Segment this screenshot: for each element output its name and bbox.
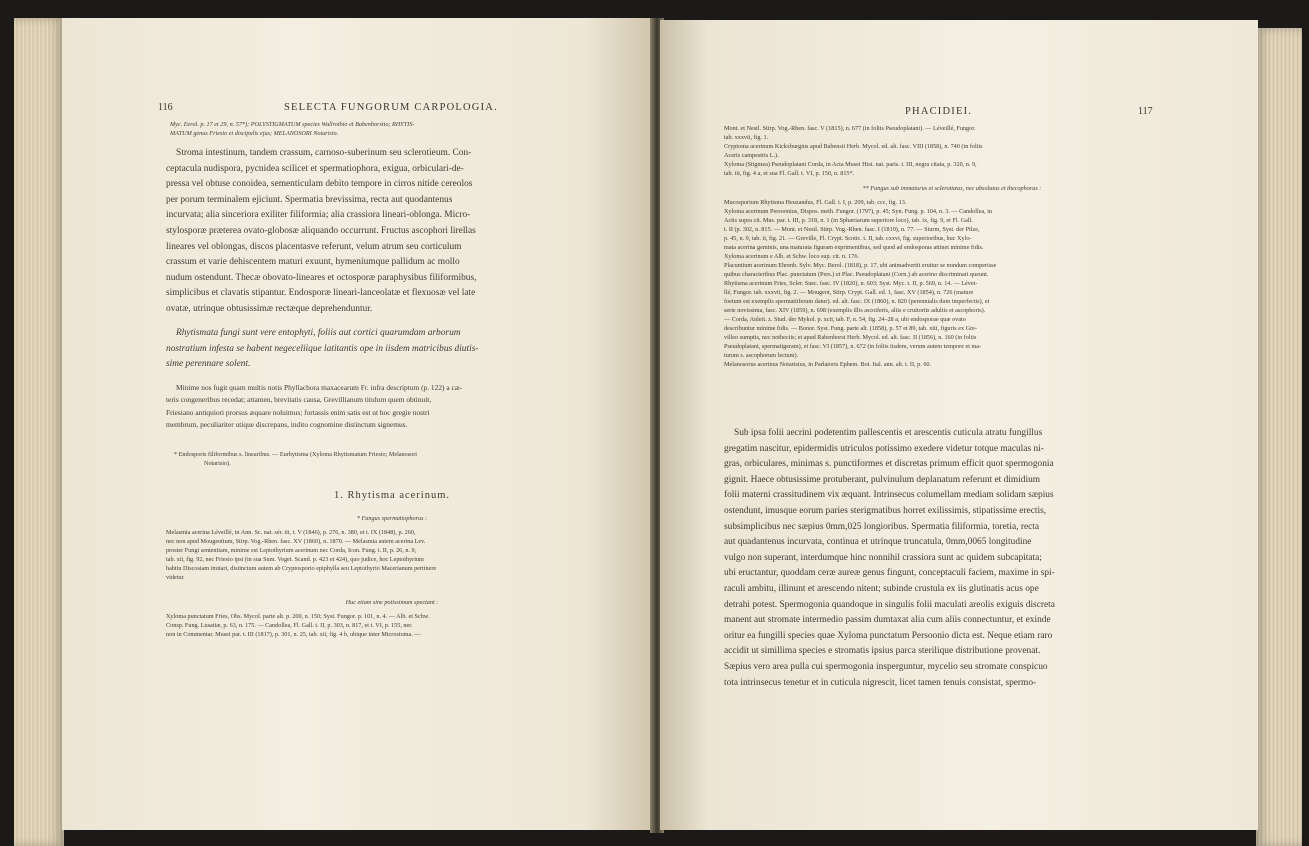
text-line: accidit ut simillima species e stromatis ipsius parca sterilique distributione provenat. xyxy=(724,646,1041,657)
reference-line: nec non apud Mougeotium, Stirp. Vog.-Rhen. fasc. XV (1860), n. 1870. — Melasmia autem acerina Lev. xyxy=(166,538,426,545)
reference-line: Xyloma punctatum Fries, Obs. Mycol. parte alt. p. 200, n. 150; Syst. Fungor. p. 101, n. 4. — Alb. et Schw. xyxy=(166,613,430,620)
page-number-left: 116 xyxy=(158,102,173,113)
reference-line: Aceris campestris L.). xyxy=(724,152,779,159)
text-line: membrum, peculiariter utique discrepans, indito cognomine distinctum signemus. xyxy=(166,420,408,430)
text-line: simplicibus et clavatis stipantur. Endosporæ lineari-lanceolatæ et flexuosæ vel late xyxy=(166,288,476,299)
references-2 xyxy=(166,612,618,639)
text-line: Minime nos fugit quam multis notis Phyllachora maxacearum Fr. infra descriptum (p. 122) a cæ- xyxy=(176,383,463,392)
text-line: nostratium infesta se habent negeceliique latitantis ope in iisdem matricibus diutis- xyxy=(166,343,479,354)
subheading xyxy=(166,514,618,523)
text-line: tota intrinsecus tenetur et in cuticula nigrescit, licet tamen tenuis consistat, spermo- xyxy=(724,677,1037,688)
reference-line: Mucosporium Rhytisma Heuzandus, Fl. Gall. t. I, p. 209, tab. ccc, fig. 13. xyxy=(724,199,907,206)
reference-line: llé, Fungor. tab. xxxvii, fig. 2. — Mougeot, Stirp. Crypt. Gall. ed. 1, fasc. XV (1854), n. 726 (mature xyxy=(724,289,974,296)
note-line: Myc. Eerol. p. 17 et 29, n. 57*); POLYSTIGMATUM species Wallrothio et Babenhorstio; RHYTIS- xyxy=(170,121,415,128)
text-line: Rhytismata fungi sunt vere entophyti, foliis aut cortici quarumdam arborum xyxy=(176,328,461,338)
top-notes xyxy=(170,120,620,138)
text-line: gras, orbiculares, minimas s. punctiformes et discretas primum efficit quot spermogonia xyxy=(724,459,1054,470)
reference-line: describuntur minime fidis. — Bonor. Syst. Fung. parte alt. (1858), p. 57 et 89, tab. xiii, figuris ex Gre- xyxy=(724,325,977,332)
text-line: crassum et varie dehiscentem maturi exuunt, hymeniumque pallidum ac mollo xyxy=(166,257,460,268)
footnote-line: Notarisio). xyxy=(204,460,231,467)
reference-line: Consp. Fung. Lusatiæ, p. 63, n. 175. — Candollea, Fl. Gall. t. II, p. 303, n. 817, et t. VI, p. 155, nec xyxy=(166,622,412,629)
footnote-line: * Endosporis filiformibus s. linearibus. — Eurhytisma (Xyloma Rhytismatum Friesio; Melanosori xyxy=(174,451,418,458)
left-page xyxy=(62,18,654,830)
text-line: incurvata; alia sinceriora exiliter filiformia; alia crassiora lineari-oblonga. Micro- xyxy=(166,210,471,221)
text-line: aut quadantenus incurvata, continua et utrinque truncatula, 0mm,0065 longitudine xyxy=(724,537,1032,548)
running-head-right: PHACIDIEI. xyxy=(905,106,973,117)
text-line: teris congeneribus recedat; attamen, brevitatis causa, Grevillianum titulum quem obtinuit, xyxy=(166,395,432,405)
reference-line: proster Fungi sententiam, minime est Leptothyrium acerinum nec Corda, Icon. Fung. t. II, p. 26, n. 9, xyxy=(166,547,417,554)
footnote xyxy=(166,450,618,468)
reference-line: Cryptoma acerinum Kickxburgius apud Babensii Herb. Mycol. ed. alt. fasc. VIII (1858), n. 740 (in foliis xyxy=(724,143,983,150)
text-line: gregatim nascitur, epidermidis utriculos potissimo exedere videtur totque maculas ni- xyxy=(724,443,1044,454)
reference-line: t. II (p. 302, n. 815. — Mont. et Nestl. Stirp. Vog.-Rhen. fasc. I (1810), n. 77. — Sturm, Syst. der Pilze, xyxy=(724,226,980,233)
open-book xyxy=(0,18,1309,846)
text-line: Sub ipsa folii aecrini podetentim pallescentis et arescentis cuticula atratu fungillus xyxy=(734,428,1043,438)
text-line: ostendunt, imusque eorum paries sterigmatibus horret exilissimis, stipatissime erectis, xyxy=(724,505,1047,516)
text-line: stylosporæ præterea ovato-globosæ aliquando occurrunt. Fructus ascophori lirellas xyxy=(166,225,476,236)
reference-line: Rhytisma acerinum Fries, Scler. Suec. fasc. IV (1820), n. 603; Syst. Myc. t. II, p. 569, n. 14. — Lévei- xyxy=(724,280,978,287)
note-line: MATUM genus Friesio et discipulis ejus; MELANOSORI Notarisio. xyxy=(170,130,339,137)
references-mid xyxy=(724,198,1180,369)
reference-line: Placuntium acerinum Ehrenb. Sylv. Myc. Berol. (1818), p. 17, ubi animadvertit eruitur se nondum comperisse xyxy=(724,262,997,269)
body-paragraph xyxy=(724,426,1182,691)
reference-line: villeo sumptis, nec notheciis; et apud Rabenhorst Herb. Mycol. ed. alt. fasc. II (1856), n. 160 (in foliis xyxy=(724,334,977,341)
habitat-paragraph xyxy=(166,326,618,373)
reference-line: Pseudoplatani, spermatigeram), et fasc. VI (1857), n. 672 (in foliis iisdem, verum autem tempore et ma- xyxy=(724,343,982,350)
right-page-edges xyxy=(1256,28,1302,846)
reference-line: foetum est exemplis spermatiiferum datur). ed. alt. fasc. IX (1860), n. 820 (perennialis dum imperfectis), et xyxy=(724,298,990,305)
reference-line: Actis supra cit. Mus. par. t. III, p. 318, n. 1 (in Sphæriarum superiore loco), tab. ix, fig. 9, et Fl. Gall. xyxy=(724,217,973,224)
reference-line: non in Commentar. Musei par. t. III (1817), p. 301, n. 25, tab. xii, fig. 4 b, ubique inter Microstoma. — xyxy=(166,631,421,638)
reference-line: tab. xxxvii, fig. 1. xyxy=(724,134,769,141)
subheading-right xyxy=(724,184,1180,193)
reference-line: tab. xii, fig. 92, nec Friesio ipsi (in sua Sum. Veget. Scand. p. 423 et 424), quo judice, hoc Leptothyrium xyxy=(166,556,424,563)
reference-line: Xyloma acerinum e Alb. et Schw. loco sup. cit. n. 176. xyxy=(724,253,860,260)
text-line: Friesiano antiquiori prorsus æquare noluimus; fortassis enim satis est ut hoc gregie nostri xyxy=(166,407,430,417)
references xyxy=(166,528,618,582)
text-line: per porum terminalem ejiciunt. Spermatia brevissima, recta aut quodantenus xyxy=(166,194,453,205)
reference-line: Xyloma acerinum Persoonius, Dispos. meth. Fungor. (1797), p. 45; Syn. Fung. p. 104, n. 3. — Candollea, in xyxy=(724,208,993,215)
reference-line: Melasmia acerina Léveillé, in Ann. Sc. nat. sér. iii, t. V (1846), p. 276, n. 380, et t. IX (1848), p. 260, xyxy=(166,529,416,536)
reference-line: Xyloma (Stigmea) Pseudoplatani Corda, in Acta Musei Hist. nat. paris. t. III, negra citata, p. 320, n. 9, xyxy=(724,161,977,168)
text-line: lineares vel oblongas, discos placentasve referunt, velum atrum seu corticulum xyxy=(166,241,462,252)
text-line: nudum ostendunt. Thecæ obovato-lineares et octosporæ paraphysibus filiformibus, xyxy=(166,272,477,283)
text-line: subsimplicibus nec sæpius 0mm,025 longioribus. Spermatia filiformia, toretia, recta xyxy=(724,521,1040,532)
text-line: vulgo non superant, interdumque hinc nonnihil crassiora sunt ac quidem subcapitata; xyxy=(724,552,1042,563)
reference-line: videtur. xyxy=(166,574,185,581)
text-line: raculi ambitu, illinunt et arescendo nitent; subinde crustula ex iis glutinatis acus ope xyxy=(724,583,1039,594)
text-line: ovatæ, utrinque obtusissimæ rectæque deprehenduntur. xyxy=(166,303,373,314)
text-line: gignit. Haece obtusissime protuberant, pulvinulum deplanatum referunt et dimidium xyxy=(724,474,1041,485)
reference-line: mata acerina geminis, una maturata figuram exprimentibus, sed quod ad endosporas attinet minime fidis. xyxy=(724,244,984,251)
page-number-right: 117 xyxy=(1138,106,1153,117)
reference-line: tab. iii, fig. 4 a, et sua Fl. Gall. t. VI, p. 150, n. 815*. xyxy=(724,170,855,177)
text-line: ubi eructantur, quoddam ceræ aureæ genus fingunt, conceptaculi faciem, maxime in spi- xyxy=(724,568,1055,579)
subheading-text: Huc etiam sine potissimum spectant : xyxy=(345,599,439,606)
text-line: Stroma intestinum, tandem crassum, carnoso-suberinum seu sclerotieum. Con- xyxy=(176,148,472,158)
text-line: pressa vel obtuse conoidea, sementiculam debito tempore in cirros nitide cereolos xyxy=(166,179,473,190)
reference-line: p. 45, n. 9, tab. ii, fig. 21. — Greville, Fl. Crypt. Scotic. t. II, tab. cxxvi, fig. superioribus, huc Xylo- xyxy=(724,235,972,242)
reference-line: Melanosorus acerinus Notarisius, in Parlatoris Ephem. Bot. Ital. ann. alt. t. II, p. 60. xyxy=(724,361,932,368)
text-line: manent aut stromate intermedio passim dumtaxat alia cum aliis connectuntur, et exinde xyxy=(724,615,1051,626)
reference-line: — Corda, Anleit. z. Stud. der Mykol. p. xcii, tab. F, n. 54, fig. 24–28 a, ubi endosporae quæ ovato xyxy=(724,316,966,323)
text-line: sime perennare solent. xyxy=(166,359,251,370)
section-title: 1. Rhytisma acerinum. xyxy=(333,490,451,501)
text-line: Sæpius vero area pulla cui spermogonia insperguntur, mycelio seu stromate conspicuo xyxy=(724,661,1048,672)
text-line: detrahi potest. Spermogonia quandoque in singulis folii maculati areolis exiguis discreta xyxy=(724,599,1055,610)
text-line: ceptacula nudispora, pycnidea scilicet et spermatiophora, exigua, orbiculari-de- xyxy=(166,163,464,174)
reference-line: serie novissima, fasc. XIV (1859), n. 698 (exemplis illis ascoiferis, aliis e cruitoriis adultis et ascophoris). xyxy=(724,307,986,314)
text-line: folii materni crassitudinem vix æquant. Intrinsecus columellam mediam solidam sæpius xyxy=(724,490,1054,501)
subheading-text: * Fungus spermatiophorus : xyxy=(356,515,428,522)
running-head-left: SELECTA FUNGORUM CARPOLOGIA. xyxy=(284,102,498,113)
text-line: oritur ea fungilli species quae Xyloma punctatum Persoonio dicta est. Neque etiam raro xyxy=(724,630,1053,641)
description-paragraph xyxy=(166,146,618,318)
right-page xyxy=(660,20,1258,830)
reference-line: quibus characteribus Plac. punctatum (Pers.) et Plac. Pseudoplatani (Corn.) ab acerino discriminari queunt. xyxy=(724,271,989,278)
subheading-2 xyxy=(166,598,618,607)
reference-line: Mont. et Nestl. Stirp. Vog.-Rhen. fasc. V (1815), n. 677 (in foliis Pseudoplatani). — Léveillé, Fungor. xyxy=(724,125,976,132)
remark-paragraph xyxy=(166,382,618,432)
left-page-edges xyxy=(14,18,64,846)
reference-line: habitu Discosiam imitari, distinctum autem ab Cryptosporio epiphylla seu Leptothyrio Macerianum pertinere xyxy=(166,565,437,572)
references-top xyxy=(724,124,1180,178)
subheading-text: ** Fungus sub immaturus et sclerotiæus, nec absolutus et thecophorus : xyxy=(862,185,1042,192)
reference-line: turum s. ascophorum lectum). xyxy=(724,352,799,359)
